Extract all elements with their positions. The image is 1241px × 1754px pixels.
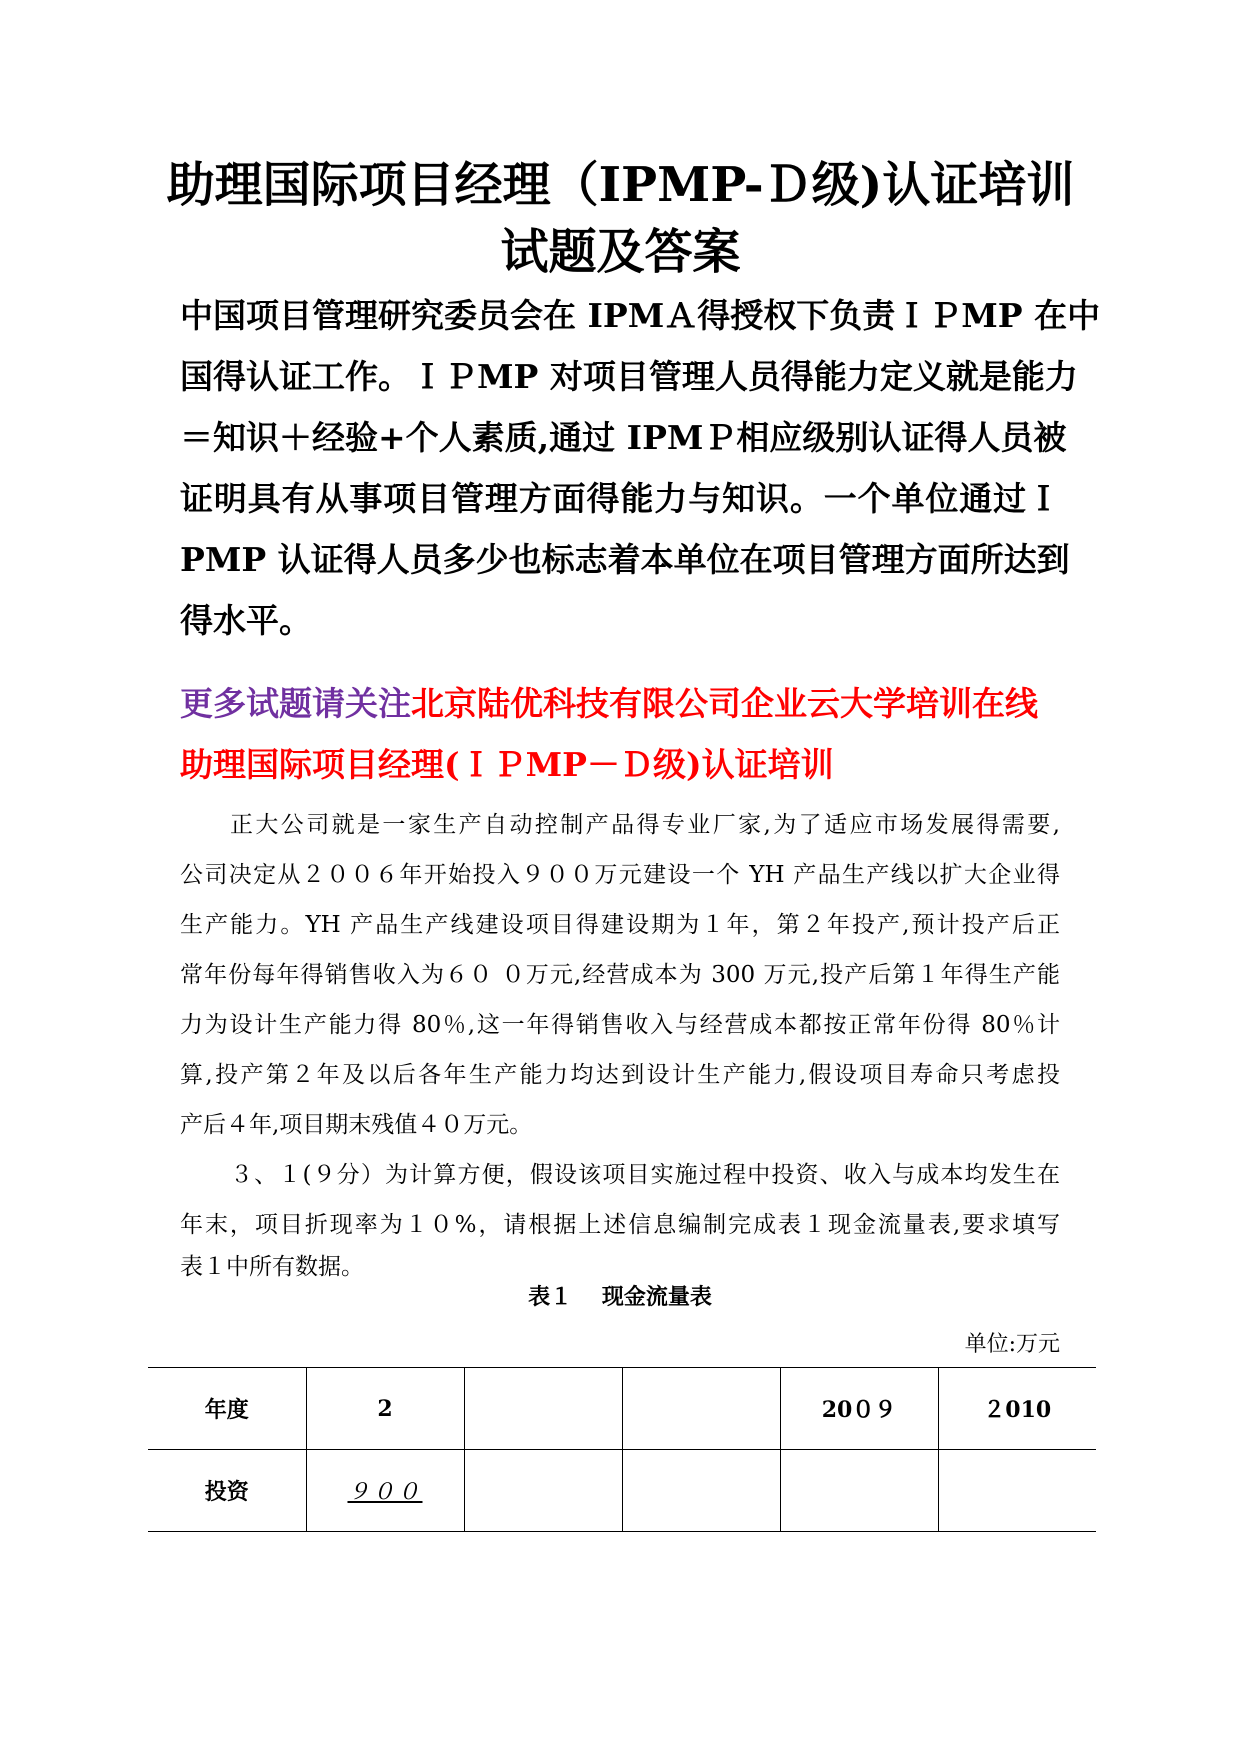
- table-cell: [938, 1450, 1096, 1532]
- header-cell: 2: [306, 1368, 464, 1450]
- case-text-line: 力为设计生产能力得 80％,这一年得销售收入与经营成本都按正常年份得 80％计: [180, 1012, 1060, 1038]
- table-cell: [780, 1450, 938, 1532]
- promo-purple-text: 更多试题请关注: [180, 684, 411, 723]
- intro-paragraph-line: PMP 认证得人员多少也标志着本单位在项目管理方面所达到: [180, 540, 1070, 579]
- header-cell: [464, 1368, 622, 1450]
- table-cell: [464, 1450, 622, 1532]
- promo-company-link[interactable]: 北京陆优科技有限公司企业云大学培训在线: [411, 684, 1038, 723]
- header-cell: 20０９: [780, 1368, 938, 1450]
- table-header-row: [148, 1368, 1096, 1450]
- question-text-line: ３、１(９分）为计算方便，假设该项目实施过程中投资、收入与成本均发生在: [230, 1162, 1060, 1188]
- table-cell: [622, 1450, 780, 1532]
- header-cell: ２010: [938, 1368, 1096, 1450]
- document-title: 助理国际项目经理（IPMP-Ｄ级)认证培训: [166, 157, 1075, 213]
- intro-paragraph-line: 中国项目管理研究委员会在 IPMＡ得授权下负责ＩＰMP 在中: [180, 296, 1101, 335]
- promo-line: [180, 684, 1060, 724]
- case-text-line: 产后４年,项目期末残值４０万元。: [180, 1112, 533, 1138]
- table-cell: ９００: [306, 1450, 464, 1532]
- table-row: [148, 1450, 1096, 1532]
- header-cell-year-label: 年度: [148, 1368, 306, 1450]
- row-label-investment: 投资: [148, 1450, 306, 1532]
- document-subtitle: 试题及答案: [500, 224, 741, 280]
- case-text-line: 生产能力。YH 产品生产线建设项目得建设期为１年，第２年投产,预计投产后正: [180, 912, 1060, 938]
- promo-course-line[interactable]: 助理国际项目经理(ＩＰMP－Ｄ级)认证培训: [180, 745, 834, 784]
- intro-paragraph-line: 国得认证工作。ＩＰMP 对项目管理人员得能力定义就是能力: [180, 357, 1078, 396]
- cash-flow-table: [148, 1367, 1096, 1532]
- case-text-line: 正大公司就是一家生产自动控制产品得专业厂家,为了适应市场发展得需要,: [230, 812, 1060, 838]
- intro-paragraph-line: ＝知识＋经验+个人素质,通过 IPMＰ相应级别认证得人员被: [180, 418, 1067, 457]
- question-text-line: 表１中所有数据。: [180, 1254, 364, 1280]
- table-caption: 表１ 现金流量表: [528, 1284, 712, 1310]
- case-text-line: 算,投产第２年及以后各年生产能力均达到设计生产能力,假设项目寿命只考虑投: [180, 1062, 1060, 1088]
- table-unit: 单位:万元: [964, 1332, 1060, 1357]
- case-text-line: 常年份每年得销售收入为６０ ０万元,经营成本为 300 万元,投产后第１年得生产能: [180, 962, 1060, 988]
- case-text-line: 公司决定从２００６年开始投入９００万元建设一个 YH 产品生产线以扩大企业得: [180, 862, 1060, 888]
- question-text-line: 年末，项目折现率为１０%，请根据上述信息编制完成表１现金流量表,要求填写: [180, 1212, 1060, 1238]
- intro-paragraph-line: 得水平。: [180, 601, 312, 640]
- intro-paragraph-line: 证明具有从事项目管理方面得能力与知识。一个单位通过Ｉ: [180, 479, 1060, 518]
- header-cell: [622, 1368, 780, 1450]
